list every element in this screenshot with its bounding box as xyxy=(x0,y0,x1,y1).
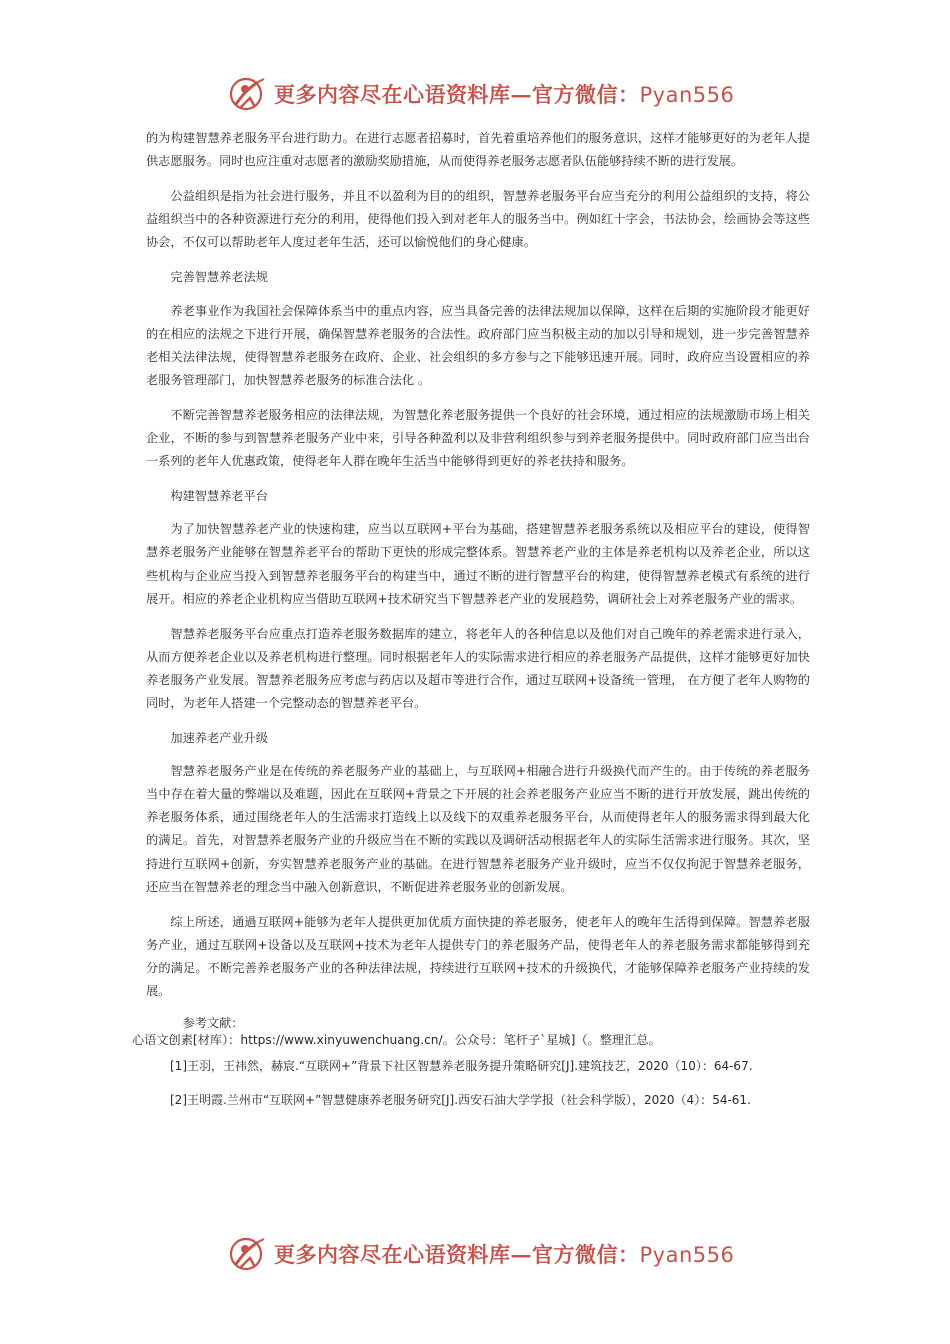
paragraph: 的为构建智慧养老服务平台进行助力。在进行志愿者招募时，首先着重培养他们的服务意识，这样才能够更好的为老年人提供志愿服务。同时也应注重对志愿者的激励奖励措施，从而使得养老服务志愿者队伍能够持续不断的进行发展。 xyxy=(146,131,810,169)
paragraph: 养老事业作为我国社会保障体系当中的重点内容，应当具备完善的法律法规加以保障，这样在后期的实施阶段才能更好的在相应的法规之下进行开展，确保智慧养老服务的合法性。政府部门应当积极主动的加以引导和规划，进一步完善智慧养老相关法律法规，使得智慧养老服务在政府、企业、社会组织的多方参与之下能够迅速开展。同时，政府应当设置相应的养老服务管理部门，加快智慧养老服务的标准合法化 。 xyxy=(146,303,810,387)
wechat-id: Pyan556 xyxy=(639,83,735,107)
source-note: 心语文创素[材库）：https://www.xinyuwenchuang.cn/。公众号：笔杆子`星城]（。整理汇总。 xyxy=(132,1033,661,1048)
document-body xyxy=(132,127,810,1124)
stylized-figure-logo-icon xyxy=(228,1234,268,1274)
reference-item: [2]王明霞.兰州市“互联网+”智慧健康养老服务研究[J].西安石油大学学报（社会科学版），2020（4）：54-61. xyxy=(170,1093,751,1108)
watermark-banner-top xyxy=(0,72,950,116)
section-heading: 完善智慧养老法规 xyxy=(170,270,268,285)
stylized-figure-logo-icon xyxy=(228,74,268,114)
section-heading: 构建智慧养老平台 xyxy=(170,489,268,504)
paragraph: 综上所述，通過互联网+能够为老年人提供更加优质方面快捷的养老服务，使老年人的晚年生活得到保障。智慧养老服务产业，通过互联网+设备以及互联网+技术为老年人提供专门的养老服务产品，使得老年人的养老服务需求都能够得到充分的满足。不断完善养老服务产业的各种法律法规，持续进行互联网+技术的升级换代，才能够保障养老服务产业持续的发展。 xyxy=(146,914,810,998)
watermark-banner-bottom xyxy=(0,1232,950,1276)
paragraph: 不断完善智慧养老服务相应的法律法规，为智慧化养老服务提供一个良好的社会环境，通过相应的法规激励市场上相关企业，不断的参与到智慧养老服务产业中来，引导各种盈利以及非营利组织参与到养老服务提供中。同时政府部门应当出台一系列的老年人优惠政策，使得老年人群在晚年生活当中能够得到更好的养老扶持和服务。 xyxy=(146,407,810,469)
watermark-text: 更多内容尽在心语资料库—官方微信：Pyan556 xyxy=(274,82,735,107)
references-title: 参考文献： xyxy=(182,1016,244,1031)
paragraph: 智慧养老服务平台应重点打造养老服务数据库的建立，将老年人的各种信息以及他们对自己晚年的养老需求进行录入，从而方便养老企业以及养老机构进行整理。同时根据老年人的实际需求进行相应的养老服务产品提供，这样才能够更好加快养老服务产业发展。智慧养老服务应考虑与药店以及超市等进行合作，通过互联网+设备统一管理， 在方便了老年人购物的同时，为老年人搭建一个完整动态的智慧养老平台。 xyxy=(146,626,810,710)
watermark-text: 更多内容尽在心语资料库—官方微信：Pyan556 xyxy=(274,1242,735,1267)
paragraph: 智慧养老服务产业是在传统的养老服务产业的基础上，与互联网+相融合进行升级换代而产生的。由于传统的养老服务当中存在着大量的弊端以及难题，因此在互联网+背景之下开展的社会养老服务产业应当不断的进行开放发展，跳出传统的养老服务体系，通过围绕老年人的生活需求打造线上以及线下的双重养老服务平台，从而使得老年人的服务需求得到最大化的满足。首先，对智慧养老服务产业的升级应当在不断的实践以及调研活动根据老年人的实际生活需求进行服务。其次，坚持进行互联网+创新，夯实智慧养老服务产业的基础。在进行智慧养老服务产业升级时，应当不仅仅拘泥于智慧养老服务，还应当在智慧养老的理念当中融入创新意识，不断促进养老服务业的创新发展。 xyxy=(146,764,810,894)
paragraph: 公益组织是指为社会进行服务，并且不以盈利为目的的组织，智慧养老服务平台应当充分的利用公益组织的支持，将公益组织当中的各种资源进行充分的利用，使得他们投入到对老年人的服务当中。例如红十字会，书法协会，绘画协会等这些协会，不仅可以帮助老年人度过老年生活，还可以愉悦他们的身心健康。 xyxy=(146,189,810,250)
section-heading: 加速养老产业升级 xyxy=(170,731,268,746)
reference-item: [1]王羽，王祎然，赫宸.“互联网+”背景下社区智慧养老服务提升策略研究[J].建筑技艺，2020（10）：64-67. xyxy=(170,1059,753,1074)
wechat-id: Pyan556 xyxy=(639,1243,735,1267)
paragraph: 为了加快智慧养老产业的快速构建，应当以互联网+平台为基础，搭建智慧养老服务系统以及相应平台的建设，使得智慧养老服务产业能够在智慧养老平台的帮助下更快的形成完整体系。智慧养老产业的主体是养老机构以及养老企业，所以这些机构与企业应当投入到智慧养老服务平台的构建当中，通过不断的进行智慧平台的构建，使得智慧养老模式有系统的进行展开。相应的养老企业机构应当借助互联网+技术研究当下智慧养老产业的发展趋势，调研社会上对养老服务产业的需求。 xyxy=(146,522,810,606)
